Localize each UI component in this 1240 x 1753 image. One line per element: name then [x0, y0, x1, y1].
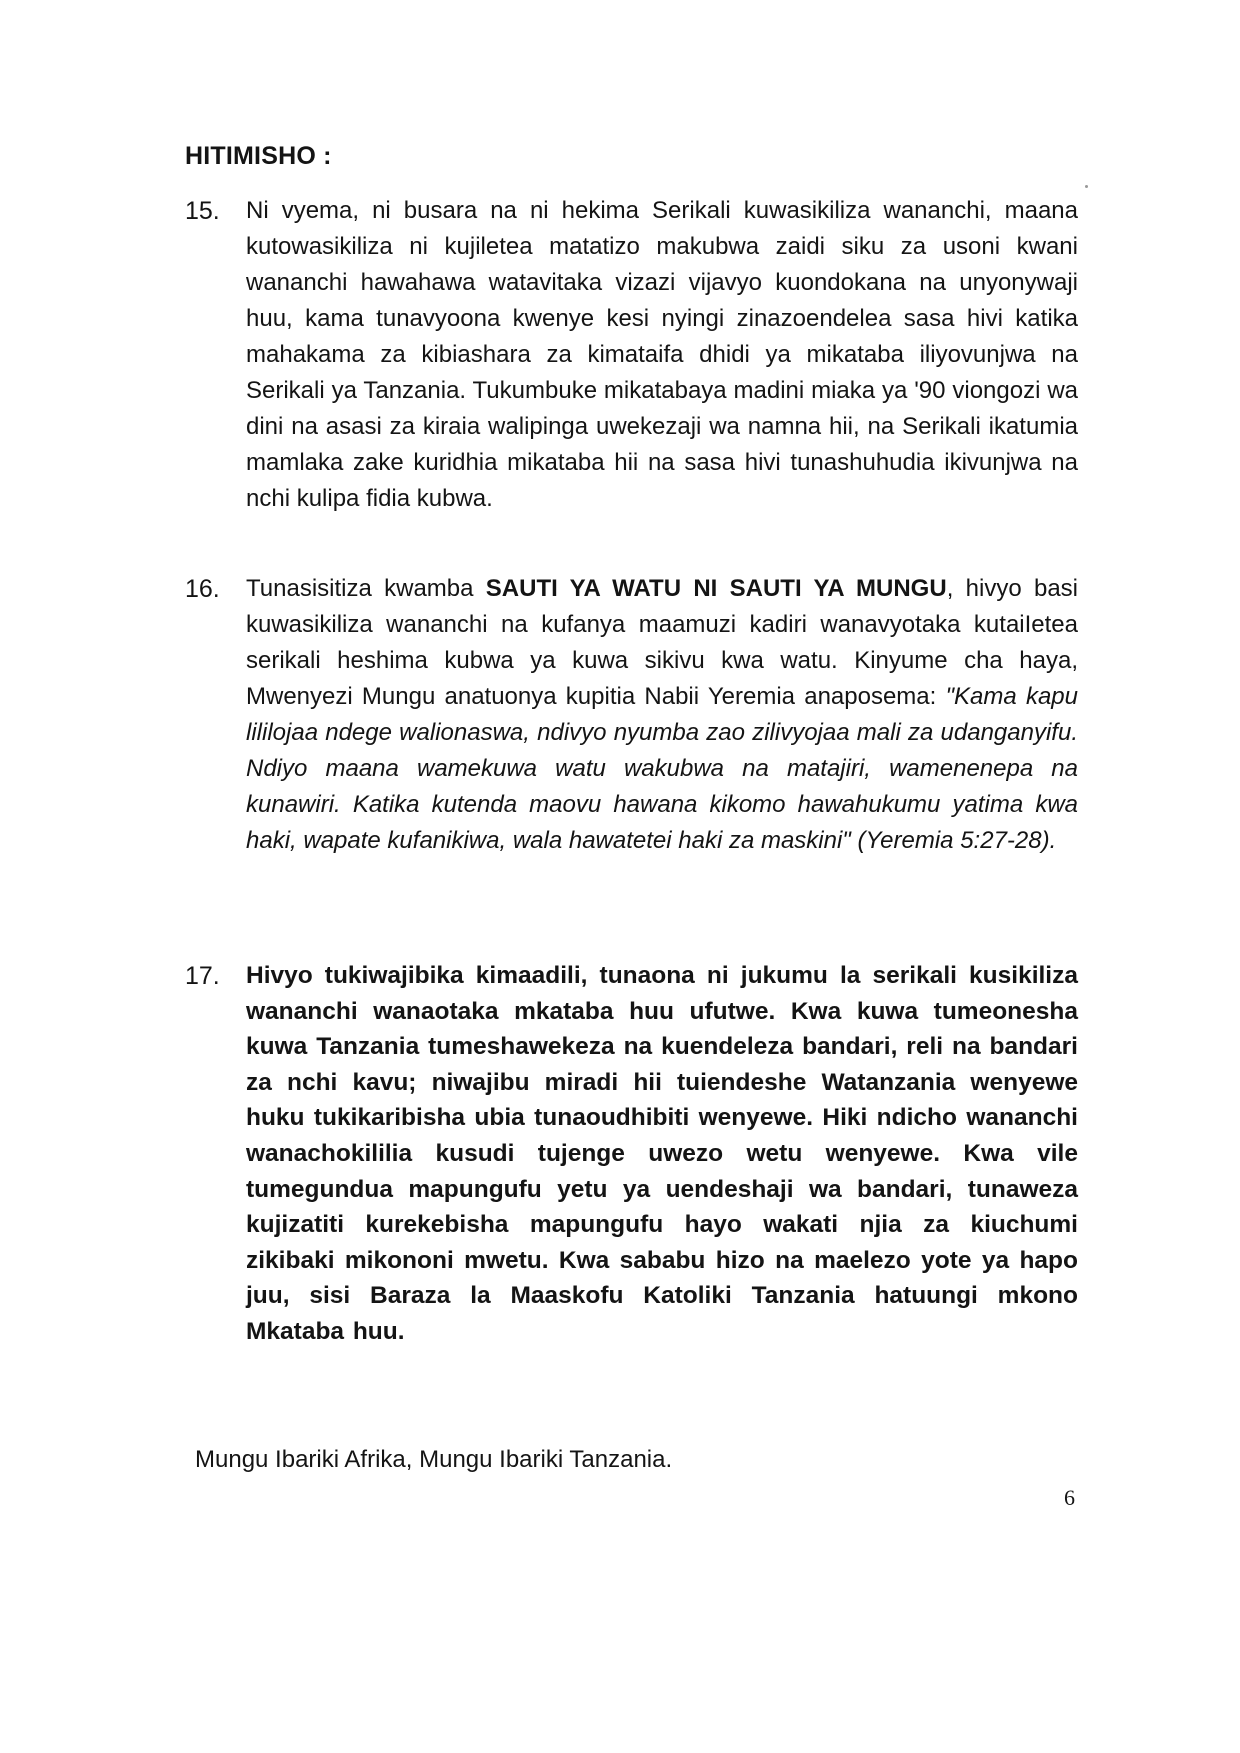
paragraph-text	[246, 571, 1078, 859]
closing-blessing: Mungu Ibariki Afrika, Mungu Ibariki Tanzania.	[195, 1446, 673, 1473]
paragraph-17	[185, 958, 1078, 1350]
paragraph-text: Hivyo tukiwajibika kimaadili, tunaona ni jukumu la serikali kusikiliza wananchi wanaotaka mkataba huu ufutwe. Kwa kuwa tumeonesha kuwa Tanzania tumeshawekeza na kuendeleza bandari, reli na bandari za nchi kavu; niwajibu miradi hii tuiendeshe Watanzania wenyewe huku tukikaribisha ubia tunaoudhibiti wenyewe. Hiki ndicho wananchi wanachokililia kusudi tujenge uwezo wetu wenyewe. Kwa vile tumegundua mapungufu yetu ya uendeshaji wa bandari, tunaweza kujizatiti kurekebisha mapungufu hayo wakati njia za kiuchumi zikibaki mikononi mwetu. Kwa sababu hizo na maelezo yote ya hapo juu, sisi Baraza la Maaskofu Katoliki Tanzania hatuungi mkono Mkataba huu.	[246, 962, 1078, 1345]
section-heading: HITIMISHO :	[185, 142, 332, 170]
page-number: 6	[1064, 1485, 1075, 1510]
paragraph-text: Ni vyema, ni busara na ni hekima Serikali kuwasikiliza wananchi, maana kutowasikiliza ni kujiletea matatizo makubwa zaidi siku za usoni kwani wananchi hawahawa watavitaka vizazi vijavyo kuondokana na unyonywaji huu, kama tunavyoona kwenye kesi nyingi zinazoendelea sasa hivi katika mahakama za kibiashara za kimataifa dhidi ya mikataba iliyovunjwa na Serikali ya Tanzania. Tukumbuke mikatabaya madini miaka ya '90 viongozi wa dini na asasi za kiraia walipinga uwekezaji wa namna hii, na Serikali ikatumia mamlaka zake kuridhia mikataba hii na sasa hivi tunashuhudia ikivunjwa na nchi kulipa fidia kubwa.	[246, 197, 1078, 512]
paragraph-number: 17.	[185, 962, 220, 990]
paragraph-text-lead: Tunasisitiza kwamba	[246, 575, 486, 602]
scripture-quote: "Kama kapu lililojaa ndege walionaswa, ndivyo nyumba zao zilivyojaa mali za udanganyifu. Ndiyo maana wamekuwa watu wakubwa na matajiri, wamenenepa na kunawiri. Katika kutenda maovu hawana kikomo hawahukumu yatima kwa haki, wapate kufanikiwa, wala hawatetei haki za maskini" (Yeremia 5:27-28).	[246, 683, 1078, 854]
emphasis-slogan: SAUTI YA WATU NI SAUTI YA MUNGU	[485, 575, 947, 602]
paragraph-16	[185, 571, 1078, 859]
paragraph-text-middle: , hivyo basi kuwasikiliza wananchi na kufanya maamuzi kadiri wanavyotaka kutaiIetea serikali heshima kubwa ya kuwa sikivu kwa watu. Kinyume cha haya, Mwenyezi Mungu anatuonya kupitia Nabii Yeremia anaposema:	[246, 575, 1078, 710]
scan-speck	[1085, 185, 1088, 188]
paragraph-number: 16.	[185, 575, 220, 603]
paragraph-15	[185, 193, 1078, 517]
paragraph-number: 15.	[185, 197, 220, 225]
